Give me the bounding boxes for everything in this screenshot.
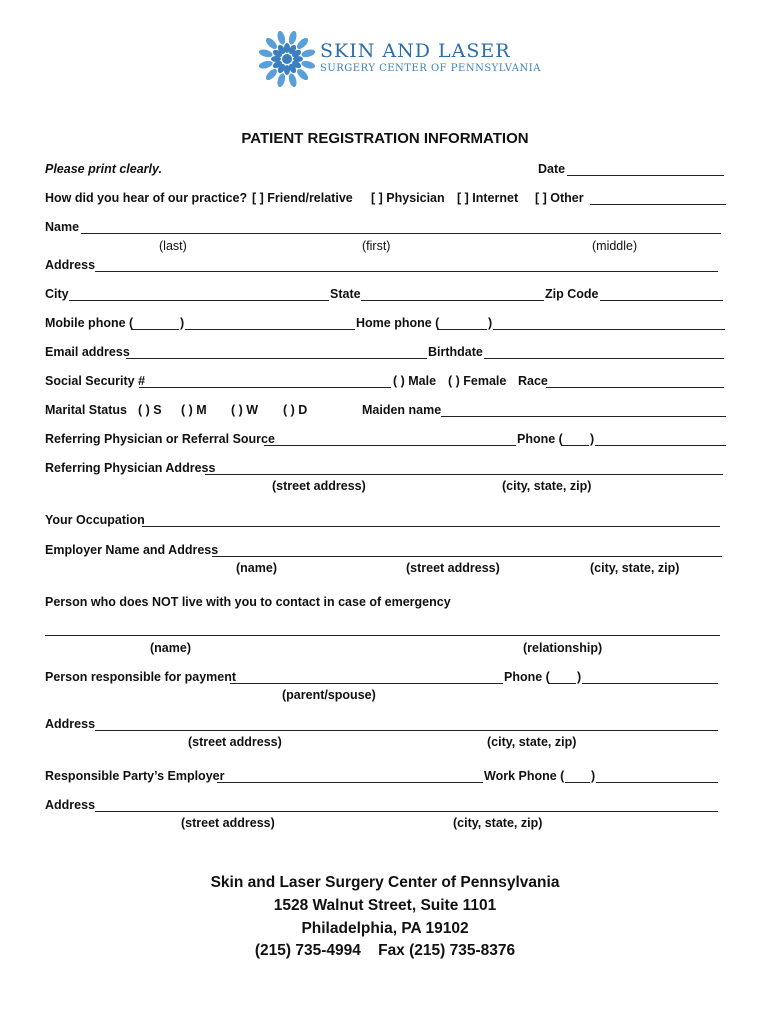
work-paren: ) xyxy=(591,769,596,783)
footer-street: 1528 Walnut Street, Suite 1101 xyxy=(273,897,497,914)
other-field[interactable] xyxy=(590,204,726,205)
internet-checkbox[interactable]: [ ] Internet xyxy=(457,191,519,205)
referral-paren: ) xyxy=(590,432,595,446)
first-hint: (first) xyxy=(362,239,391,253)
resp-employer-label: Responsible Party’s Employer xyxy=(45,769,225,783)
birthdate-field[interactable] xyxy=(484,358,724,359)
footer-city: Philadelphia, PA 19102 xyxy=(301,920,469,937)
resp-employer-field[interactable] xyxy=(217,782,483,783)
referral-phone-label: Phone ( xyxy=(517,432,563,446)
date-label: Date xyxy=(538,162,566,176)
employer-field[interactable] xyxy=(212,556,722,557)
brand-logo-icon xyxy=(256,28,318,90)
brand-tagline: SURGERY CENTER OF PENNSYLVANIA xyxy=(320,63,541,74)
address-field[interactable] xyxy=(95,271,718,272)
maiden-field[interactable] xyxy=(441,416,726,417)
home-phone-field[interactable] xyxy=(493,329,725,330)
zip-label: Zip Code xyxy=(545,287,599,301)
marital-label: Marital Status xyxy=(45,403,127,417)
male-checkbox[interactable]: ( ) Male xyxy=(393,374,437,388)
email-label: Email address xyxy=(45,345,130,359)
referral-phone-field[interactable] xyxy=(595,445,726,446)
name-field[interactable] xyxy=(81,233,721,234)
responsible-area-field[interactable] xyxy=(548,683,576,684)
work-phone-label: Work Phone ( xyxy=(484,769,565,783)
responsible-street-hint: (street address) xyxy=(188,735,282,749)
zip-field[interactable] xyxy=(600,300,723,301)
other-checkbox[interactable]: [ ] Other xyxy=(535,191,584,205)
referral-area-field[interactable] xyxy=(561,445,589,446)
city-label: City xyxy=(45,287,69,301)
employer-address-field[interactable] xyxy=(95,811,718,812)
employer-label: Employer Name and Address xyxy=(45,543,219,557)
middle-hint: (middle) xyxy=(592,239,638,253)
home-paren: ) xyxy=(488,316,493,330)
referral-address-label: Referring Physician Address xyxy=(45,461,216,475)
ssn-field[interactable] xyxy=(139,387,391,388)
widowed-checkbox[interactable]: ( ) W xyxy=(231,403,259,417)
footer-practice-name: Skin and Laser Surgery Center of Pennsylvania xyxy=(210,874,560,891)
mobile-paren: ) xyxy=(180,316,185,330)
referral-address-field[interactable] xyxy=(205,474,723,475)
last-hint: (last) xyxy=(159,239,187,253)
instruction-text: Please print clearly. xyxy=(45,162,162,176)
occupation-field[interactable] xyxy=(142,526,720,527)
birthdate-label: Birthdate xyxy=(428,345,483,359)
physician-checkbox[interactable]: [ ] Physician xyxy=(371,191,445,205)
emergency-label: Person who does NOT live with you to contact in case of emergency xyxy=(45,595,451,609)
mobile-phone-field[interactable] xyxy=(185,329,355,330)
city-field[interactable] xyxy=(69,300,329,301)
page-title: PATIENT REGISTRATION INFORMATION xyxy=(241,130,529,147)
employer-address-street-hint: (street address) xyxy=(181,816,275,830)
responsible-address-label: Address xyxy=(45,717,96,731)
state-field[interactable] xyxy=(361,300,544,301)
race-field[interactable] xyxy=(546,387,724,388)
referral-source-field[interactable] xyxy=(264,445,516,446)
married-checkbox[interactable]: ( ) M xyxy=(181,403,207,417)
work-area-field[interactable] xyxy=(565,782,590,783)
employer-city-hint: (city, state, zip) xyxy=(590,561,680,575)
single-checkbox[interactable]: ( ) S xyxy=(138,403,162,417)
employer-name-hint: (name) xyxy=(236,561,277,575)
home-area-field[interactable] xyxy=(437,329,487,330)
email-field[interactable] xyxy=(126,358,427,359)
work-phone-field[interactable] xyxy=(596,782,718,783)
responsible-paren: ) xyxy=(577,670,582,684)
address-label: Address xyxy=(45,258,96,272)
name-label: Name xyxy=(45,220,80,234)
referral-source-label: Referring Physician or Referral Source xyxy=(45,432,275,446)
brand-name: SKIN AND LASER xyxy=(320,40,511,62)
responsible-field[interactable] xyxy=(230,683,503,684)
responsible-address-field[interactable] xyxy=(95,730,718,731)
street-address-hint: (street address) xyxy=(272,479,366,493)
mobile-area-field[interactable] xyxy=(131,329,179,330)
employer-address-label: Address xyxy=(45,798,96,812)
friend-checkbox[interactable]: [ ] Friend/relative xyxy=(252,191,353,205)
emergency-name-hint: (name) xyxy=(150,641,191,655)
mobile-phone-label: Mobile phone ( xyxy=(45,316,134,330)
footer-phones: (215) 735-4994 Fax (215) 735-8376 xyxy=(254,942,516,959)
responsible-city-hint: (city, state, zip) xyxy=(487,735,577,749)
responsible-phone-field[interactable] xyxy=(582,683,718,684)
referral-question: How did you hear of our practice? xyxy=(45,191,248,205)
date-field[interactable] xyxy=(567,175,724,176)
maiden-label: Maiden name xyxy=(362,403,442,417)
race-label: Race xyxy=(518,374,548,388)
divorced-checkbox[interactable]: ( ) D xyxy=(283,403,308,417)
occupation-label: Your Occupation xyxy=(45,513,145,527)
female-checkbox[interactable]: ( ) Female xyxy=(448,374,507,388)
employer-address-city-hint: (city, state, zip) xyxy=(453,816,543,830)
state-label: State xyxy=(330,287,361,301)
responsible-label: Person responsible for payment xyxy=(45,670,237,684)
employer-street-hint: (street address) xyxy=(406,561,500,575)
city-state-zip-hint: (city, state, zip) xyxy=(502,479,592,493)
ssn-label: Social Security # xyxy=(45,374,146,388)
home-phone-label: Home phone ( xyxy=(356,316,440,330)
parent-spouse-hint: (parent/spouse) xyxy=(282,688,376,702)
emergency-field[interactable] xyxy=(45,635,720,636)
relationship-hint: (relationship) xyxy=(523,641,603,655)
responsible-phone-label: Phone ( xyxy=(504,670,550,684)
